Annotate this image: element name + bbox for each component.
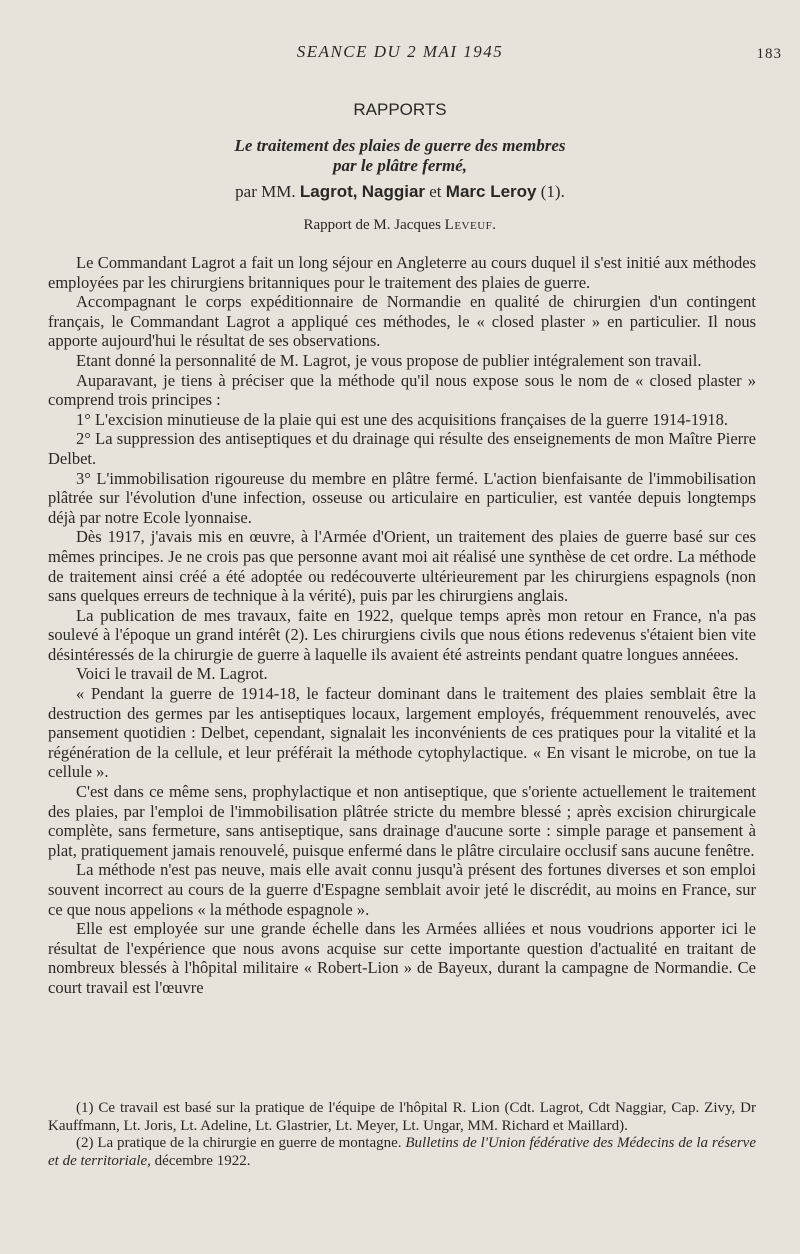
paragraph: Le Commandant Lagrot a fait un long séjour en Angleterre au cours duquel il s'est initié aux méthodes employées par les chirurgiens britanniques pour le traitement des plaies de guerre.	[48, 253, 756, 292]
paragraph: Elle est employée sur une grande échelle dans les Armées alliées et nous voudrions apporter ici le résultat de l'expérience que nous avons acquise sur cette importante question d'actualité en traitant de nombreux blessés à l'hôpital militaire « Robert-Lion » de Bayeux, durant la campagne de Normandie. Ce court travail est l'œuvre	[48, 919, 756, 997]
paragraph: Accompagnant le corps expéditionnaire de Normandie en qualité de chirurgien d'un contingent français, le Commandant Lagrot a appliqué ces méthodes, le « closed plaster » en particulier. Il nous apporte aujourd'hui le résultat de ses observations.	[48, 292, 756, 351]
article-body	[48, 253, 756, 998]
page-number: 183	[756, 46, 782, 62]
article-title-line1: Le traitement des plaies de guerre des membres	[234, 136, 566, 155]
authors-prefix: par MM.	[235, 182, 296, 201]
report-author: Leveuf.	[444, 217, 497, 233]
paragraph: 1° L'excision minutieuse de la plaie qui est une des acquisitions françaises de la guerre 1914-1918.	[76, 409, 728, 429]
authors-and: et	[429, 182, 442, 201]
footnote-2-date: décembre 1922.	[154, 1152, 251, 1169]
report-prefix: Rapport de M. Jacques	[303, 217, 441, 233]
paragraph: 3° L'immobilisation rigoureuse du membre en plâtre fermé. L'action bienfaisante de l'immobilisation plâtrée sur l'évolution d'une infection, osseuse ou articulaire en particulier, est vantée depuis longtemps déjà par notre Ecole lyonnaise.	[48, 468, 756, 527]
author-naggiar: Naggiar	[361, 182, 426, 201]
author-leroy: Marc Leroy	[445, 182, 537, 201]
article-title-line2: par le plâtre fermé,	[332, 156, 468, 175]
paragraph: « Pendant la guerre de 1914-18, le facteur dominant dans le traitement des plaies semblait être la destruction des germes par les antiseptiques locaux, largement employés, fréquemment renouvelés, avec pansement quotidien : Delbet, cependant, signalait les inconvénients de ces pratiques pour la vitalité et la régénération de la cellule, et leur préférait la méthode cytophylactique. « En visant le microbe, on tue la cellule ».	[48, 684, 756, 782]
authors-footnote-ref: (1).	[540, 182, 565, 201]
report-byline	[0, 217, 800, 234]
running-title: SEANCE DU 2 MAI 1945	[296, 42, 504, 61]
article-title	[0, 136, 800, 176]
paragraph: La publication de mes travaux, faite en 1922, quelque temps après mon retour en France, n'a pas soulevé à l'époque un grand intérêt (2). Les chirurgiens civils que nous étions redevenus s'étaient bien vite désintéressés de la chirurgie de guerre à laquelle ils avaient été astreints pendant quatre longues annéees.	[48, 605, 756, 664]
paragraph: Auparavant, je tiens à préciser que la méthode qu'il nous expose sous le nom de « closed plaster » comprend trois principes :	[48, 370, 756, 410]
paragraph: La méthode n'est pas neuve, mais elle avait connu jusqu'à présent des fortunes diverses et son emploi souvent incorrect au cours de la guerre d'Espagne semblait avoir jeté le discrédit, au moins en France, sur ce que nous appelions « la méthode espagnole ».	[48, 860, 756, 919]
section-heading: RAPPORTS	[353, 100, 447, 119]
author-lagrot: Lagrot,	[299, 182, 358, 201]
footnote-1: (1) Ce travail est basé sur la pratique de l'équipe de l'hôpital R. Lion (Cdt. Lagrot, Cdt Naggiar, Cap. Zivy, Dr Kauffmann, Lt. Joris, Lt. Adeline, Lt. Glastrier, Lt. Meyer, Lt. Ungar, MM. Richard et Maillard).	[48, 1100, 756, 1134]
paragraph: Voici le travail de M. Lagrot.	[76, 664, 268, 684]
paragraph: Dès 1917, j'avais mis en œuvre, à l'Armée d'Orient, un traitement des plaies de guerre basé sur ces mêmes principes. Je ne crois pas que personne avant moi ait réalisé une synthèse de cet ordre. La méthode de traitement ainsi créé a été adoptée ou redécouverte ultérieurement par les chirurgiens espagnols (non sans quelques erreurs de technique à la vérité), puis par les chirurgiens anglais.	[48, 527, 756, 606]
footnote-2-journal: Bulletins de l'Union fédérative des Médecins de la réserve et de territoriale,	[48, 1135, 756, 1169]
paragraph: 2° La suppression des antiseptiques et du drainage qui résulte des enseignements de mon Maître Pierre Delbet.	[48, 429, 756, 468]
paragraph: Etant donné la personnalité de M. Lagrot, je vous propose de publier intégralement son travail.	[76, 350, 702, 370]
footnotes	[48, 1100, 756, 1170]
footnote-2	[48, 1135, 756, 1170]
footnote-2-title: (2) La pratique de la chirurgie en guerre de montagne.	[76, 1135, 402, 1152]
article-authors	[0, 182, 800, 202]
paragraph: C'est dans ce même sens, prophylactique et non antiseptique, que s'oriente actuellement le traitement des plaies, par l'emploi de l'immobilisation plâtrée stricte du membre blessé ; après excision chirurgicale complète, sans fermeture, sans antiseptique, sans drainage d'aucune sorte : simple parage et pansement à plat, pratiquement jamais renouvelé, puisque enfermé dans le plâtre circulaire occlusif sans aucune fenêtre.	[48, 782, 756, 860]
